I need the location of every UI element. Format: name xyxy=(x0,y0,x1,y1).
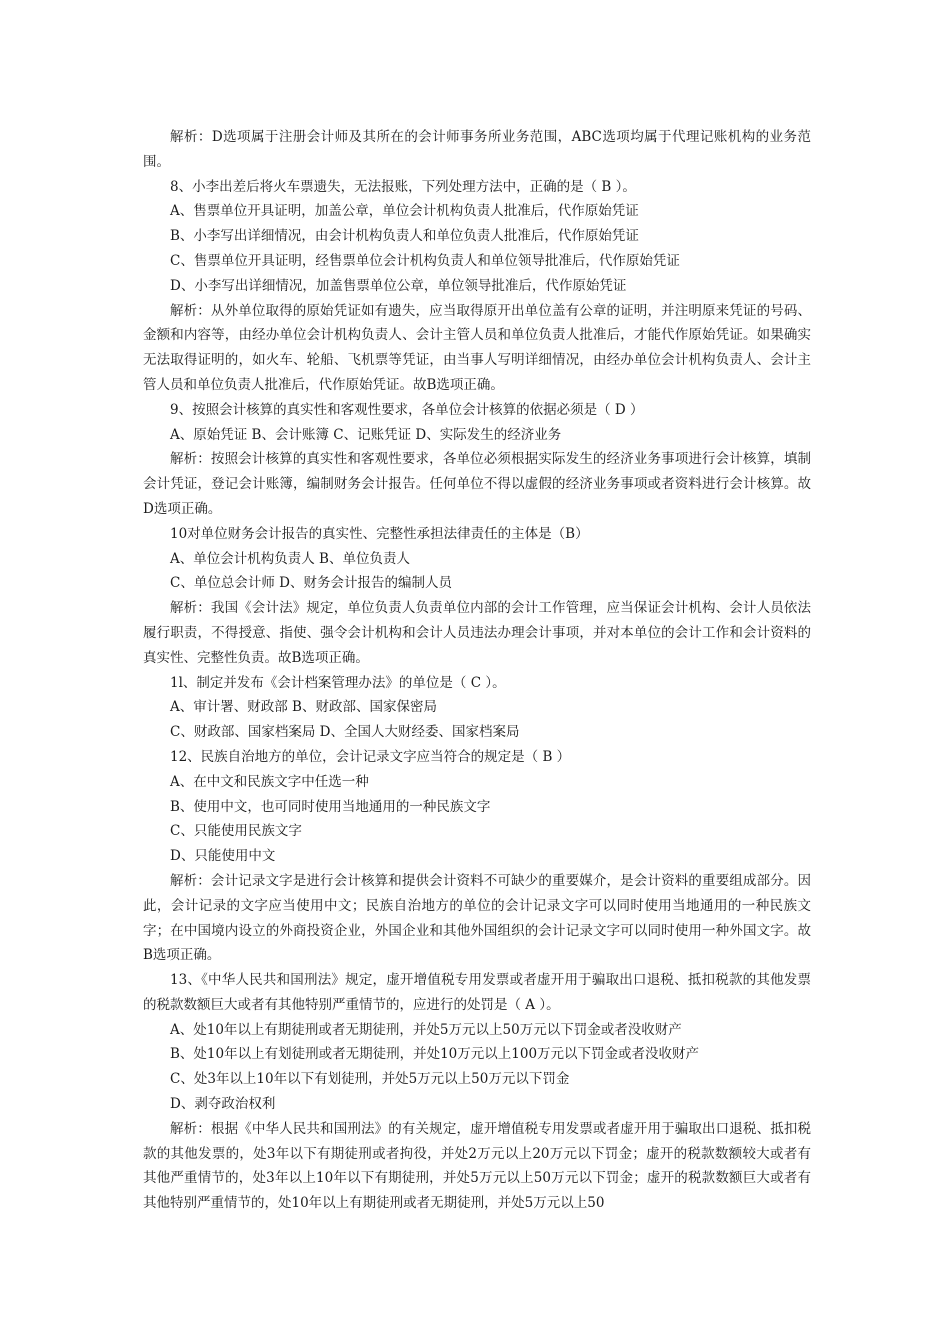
analysis-paragraph: 解析：D选项属于注册会计师及其所在的会计师事务所业务范围，ABC选项均属于代理记账机构的业务范围。 xyxy=(143,129,811,170)
option-line: A、审计署、财政部 B、财政部、国家保密局 xyxy=(170,699,437,716)
analysis-paragraph: 解析：根据《中华人民共和国刑法》的有关规定，虚开增值税专用发票或者虚开用于骗取出口退税、抵扣税款的其他发票的，处3年以下有期徒刑或者拘役，并处2万元以上20万元以下罚金；虚开的税款数额较大或者有其他严重情节的，处3年以上10年以下有期徒刑，并处5万元以上50万元以下罚金；虚开的税款数额巨大或者有其他特别严重情节的，处10年以上有期徒刑或者无期徒刑，并处5万元以上50 xyxy=(143,1120,811,1212)
option-line: B、使用中文，也可同时使用当地通用的一种民族文字 xyxy=(170,798,491,815)
option-line: B、小李写出详细情况，由会计机构负责人和单位负责人批准后，代作原始凭证 xyxy=(170,228,639,245)
analysis-paragraph: 解析：从外单位取得的原始凭证如有遗失，应当取得原开出单位盖有公章的证明，并注明原来凭证的号码、金额和内容等，由经办单位会计机构负责人、会计主管人员和单位负责人批准后，才能代作原始凭证。如果确实无法取得证明的，如火车、轮船、飞机票等凭证，由当事人写明详细情况，由经办单位会计机构负责人、会计主管人员和单位负责人批准后，代作原始凭证。故B选项正确。 xyxy=(143,302,811,393)
question-11: 1l、制定并发布《会计档案管理办法》的单位是（ C ）。 xyxy=(170,674,506,691)
question-12: 12、民族自治地方的单位，会计记录文字应当符合的规定是（ B ） xyxy=(170,748,571,765)
option-line: A、在中文和民族文字中任选一种 xyxy=(170,773,369,790)
option-line: C、单位总会计师 D、财务会计报告的编制人员 xyxy=(170,575,452,592)
option-line: C、只能使用民族文字 xyxy=(170,823,302,840)
option-line: D、只能使用中文 xyxy=(170,848,276,865)
option-line: A、原始凭证 B、会计账簿 C、记账凭证 D、实际发生的经济业务 xyxy=(170,426,562,443)
question-8: 8、小李出差后将火车票遗失，无法报账，下列处理方法中，正确的是（ B ）。 xyxy=(170,178,636,195)
option-line: C、财政部、国家档案局 D、全国人大财经委、国家档案局 xyxy=(170,724,520,741)
analysis-paragraph: 解析：按照会计核算的真实性和客观性要求，各单位必须根据实际发生的经济业务事项进行会计核算，填制会计凭证，登记会计账簿，编制财务会计报告。任何单位不得以虚假的经济业务事项或者资料进行会计核算。故D选项正确。 xyxy=(143,451,811,517)
option-line: B、处10年以上有划徒刑或者无期徒刑，并处10万元以上100万元以下罚金或者没收财产 xyxy=(170,1046,700,1063)
option-line: A、售票单位开具证明，加盖公章，单位会计机构负责人批准后，代作原始凭证 xyxy=(170,203,639,220)
analysis-paragraph: 解析：我国《会计法》规定，单位负责人负责单位内部的会计工作管理，应当保证会计机构、会计人员依法履行职责，不得授意、指使、强令会计机构和会计人员违法办理会计事项，并对本单位的会计工作和会计资料的真实性、完整性负责。故B选项正确。 xyxy=(143,600,811,666)
question-9: 9、按照会计核算的真实性和客观性要求，各单位会计核算的依据必须是（ D ） xyxy=(170,401,644,418)
question-10: 10对单位财务会计报告的真实性、完整性承担法律责任的主体是（B） xyxy=(170,525,589,542)
option-line: D、剥夺政治权利 xyxy=(170,1096,276,1113)
document-body xyxy=(143,125,811,1216)
option-line: C、处3年以上10年以下有划徒刑，并处5万元以上50万元以下罚金 xyxy=(170,1071,570,1088)
option-line: D、小李写出详细情况，加盖售票单位公章，单位领导批准后，代作原始凭证 xyxy=(170,277,627,294)
question-13: 13、《中华人民共和国刑法》规定，虚开增值税专用发票或者虚开用于骗取出口退税、抵扣税款的其他发票的税款数额巨大或者有其他特别严重情节的，应进行的处罚是（ A ）。 xyxy=(143,972,811,1013)
option-line: A、处10年以上有期徒刑或者无期徒刑，并处5万元以上50万元以下罚金或者没收财产 xyxy=(170,1021,682,1038)
option-line: A、单位会计机构负责人 B、单位负责人 xyxy=(170,550,410,567)
analysis-paragraph: 解析：会计记录文字是进行会计核算和提供会计资料不可缺少的重要媒介，是会计资料的重要组成部分。因此，会计记录的文字应当使用中文；民族自治地方的单位的会计记录文字可以同时使用当地通用的一种民族文字；在中国境内设立的外商投资企业，外国企业和其他外国组织的会计记录文字可以同时使用一种外国文字。故B选项正确。 xyxy=(143,872,811,964)
option-line: C、售票单位开具证明，经售票单位会计机构负责人和单位领导批准后，代作原始凭证 xyxy=(170,252,680,269)
